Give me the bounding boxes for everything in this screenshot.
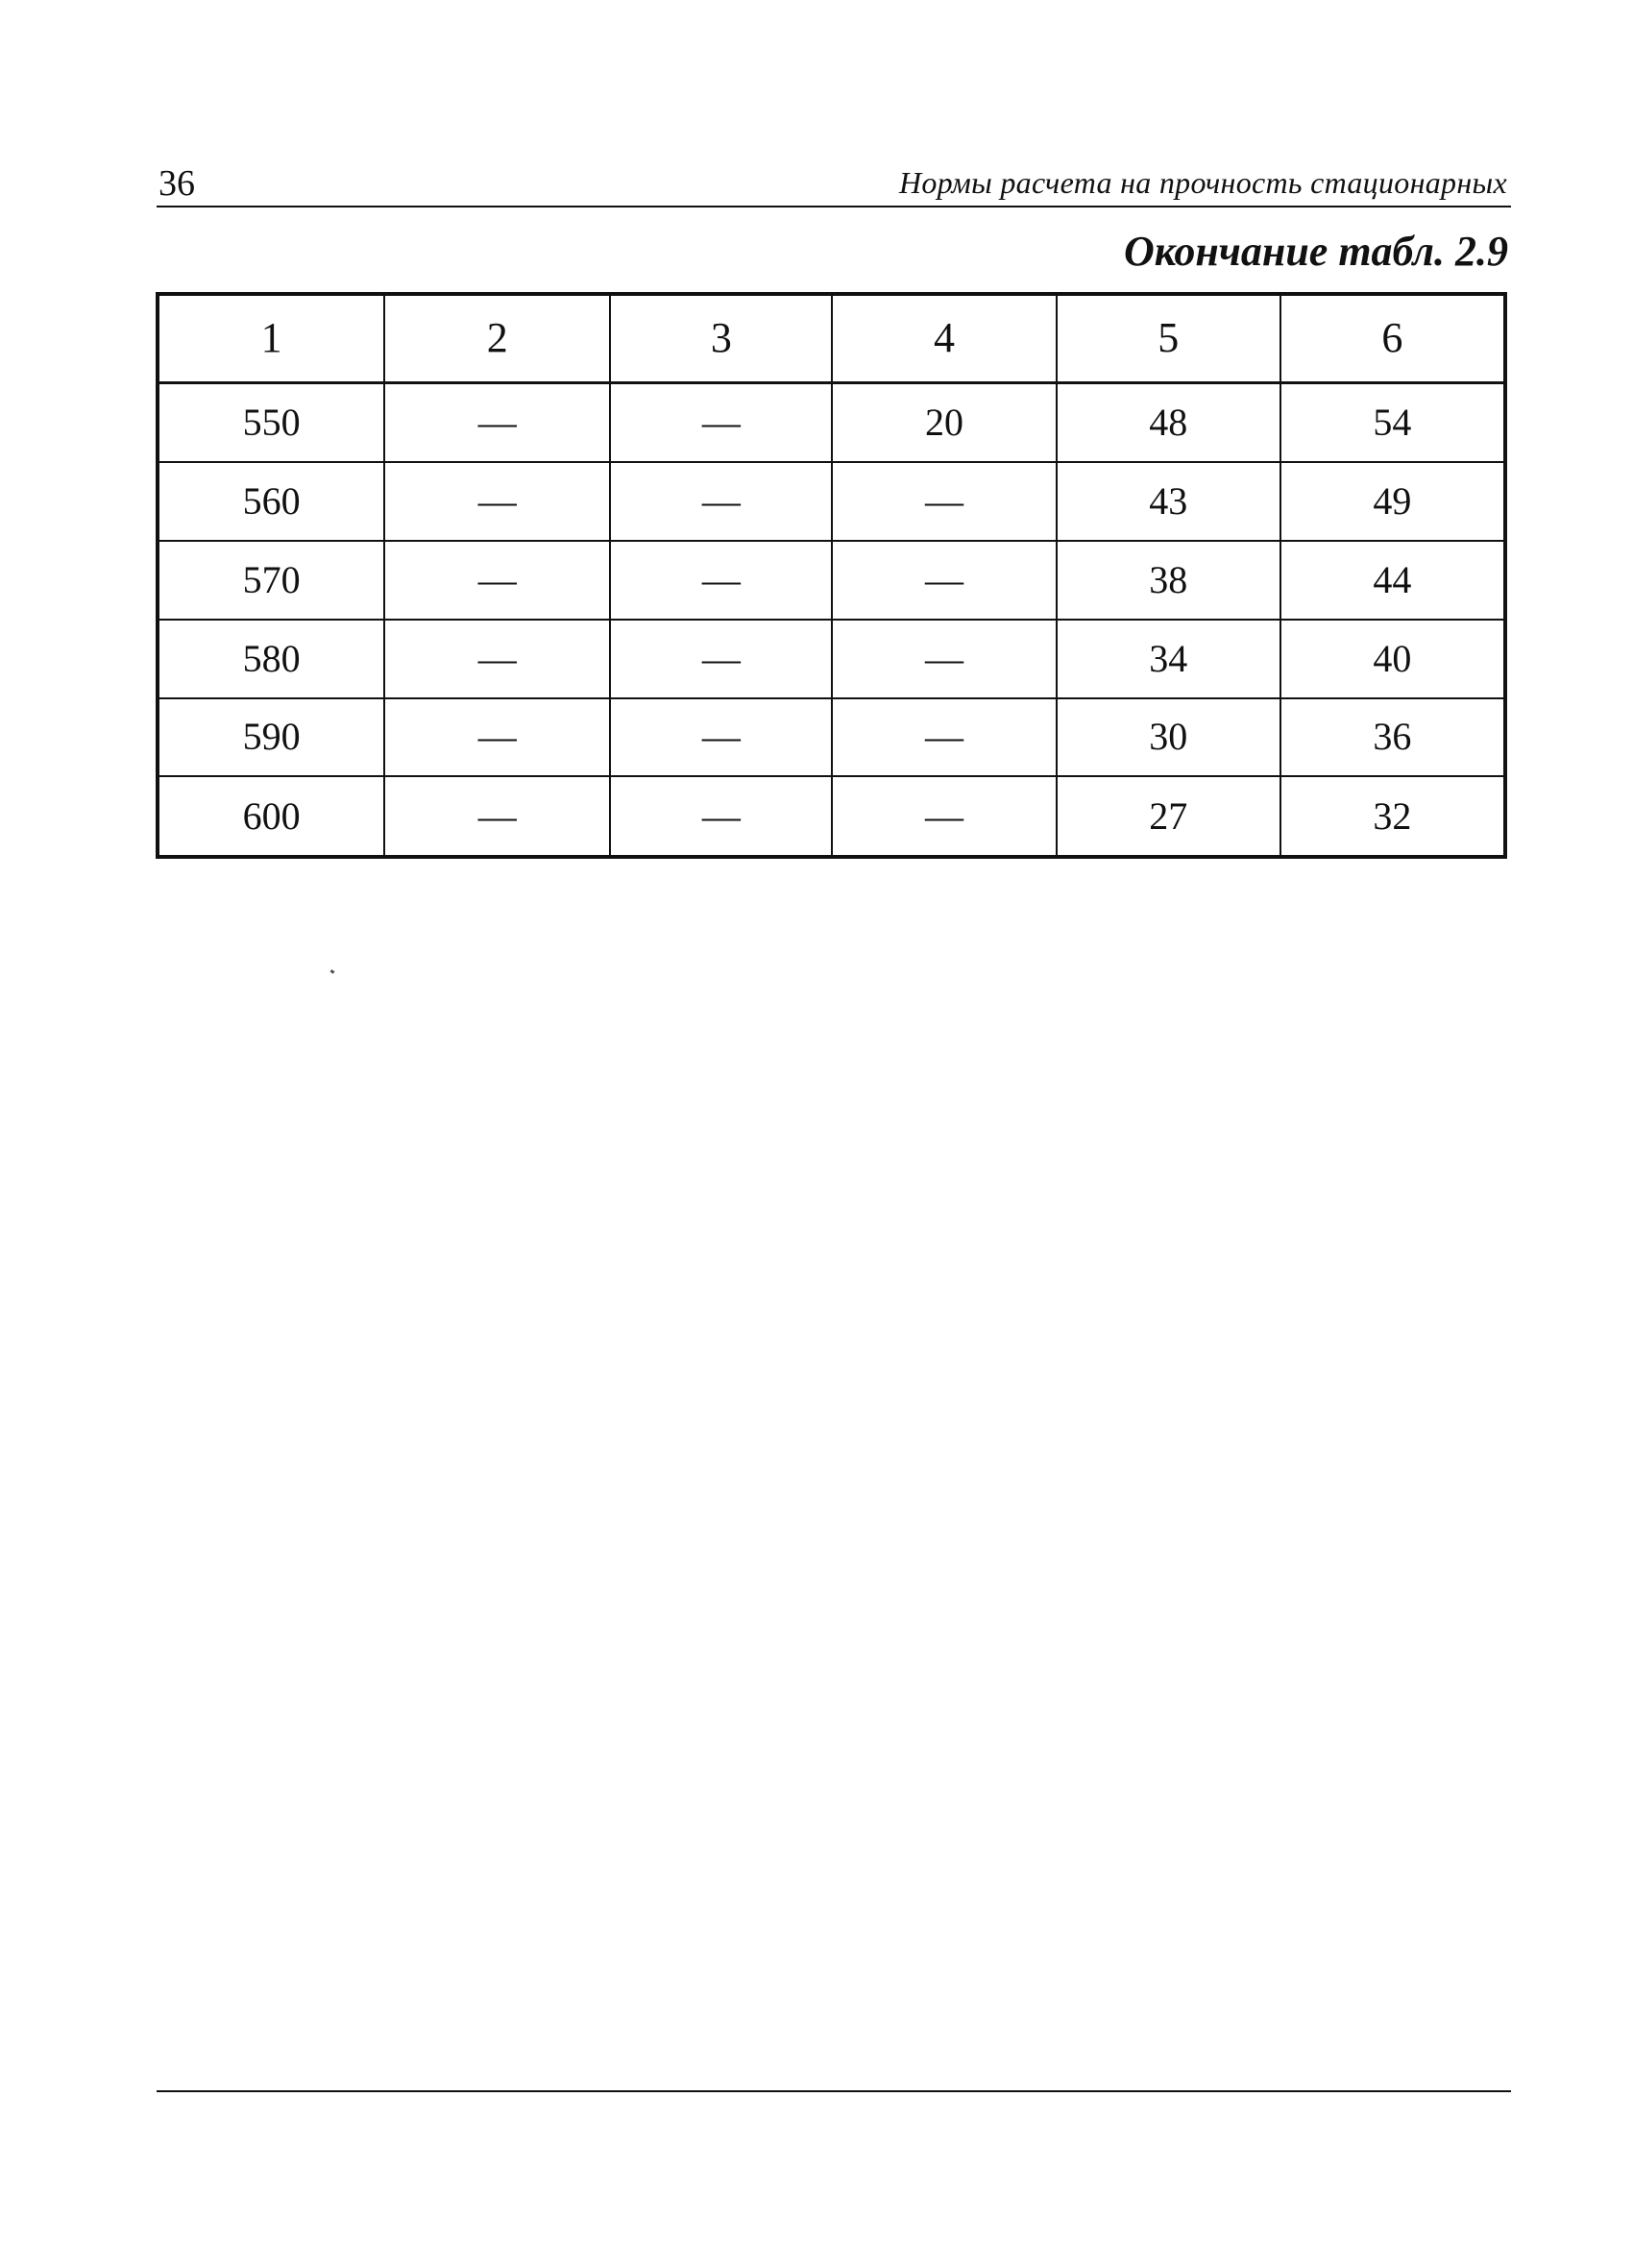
table-cell: 34 bbox=[1057, 620, 1280, 698]
table-cell: 49 bbox=[1280, 462, 1505, 541]
footer-rule bbox=[157, 2090, 1511, 2092]
table-cell: 30 bbox=[1057, 698, 1280, 777]
table-row bbox=[158, 382, 1505, 462]
table-cell: 560 bbox=[158, 462, 384, 541]
table-cell: — bbox=[610, 462, 832, 541]
running-title: Нормы расчета на прочность стационарных bbox=[898, 165, 1507, 200]
column-header: 3 bbox=[610, 294, 832, 382]
table-cell: 54 bbox=[1280, 382, 1505, 462]
table-cell: — bbox=[384, 541, 610, 620]
table-cell: — bbox=[610, 776, 832, 857]
table-cell: — bbox=[384, 698, 610, 777]
table-cell: — bbox=[832, 462, 1056, 541]
table-cell: — bbox=[610, 541, 832, 620]
table-row bbox=[158, 620, 1505, 698]
table-cell: — bbox=[384, 382, 610, 462]
column-header: 1 bbox=[158, 294, 384, 382]
table-cell: — bbox=[610, 382, 832, 462]
table-cell: 590 bbox=[158, 698, 384, 777]
table-cell: — bbox=[832, 541, 1056, 620]
column-header: 5 bbox=[1057, 294, 1280, 382]
column-header: 4 bbox=[832, 294, 1056, 382]
table-cell: 550 bbox=[158, 382, 384, 462]
table-cell: — bbox=[832, 776, 1056, 857]
table-cell: 40 bbox=[1280, 620, 1505, 698]
table-row bbox=[158, 698, 1505, 777]
table-row bbox=[158, 462, 1505, 541]
table-header-row bbox=[158, 294, 1505, 382]
table-cell: 20 bbox=[832, 382, 1056, 462]
data-table bbox=[156, 292, 1507, 859]
table-cell: 38 bbox=[1057, 541, 1280, 620]
table-cell: — bbox=[832, 698, 1056, 777]
table-row bbox=[158, 776, 1505, 857]
page-number: 36 bbox=[158, 163, 195, 204]
table-cell: 27 bbox=[1057, 776, 1280, 857]
table-cell: 32 bbox=[1280, 776, 1505, 857]
table-cell: 570 bbox=[158, 541, 384, 620]
table-cell: — bbox=[384, 462, 610, 541]
table-cell: — bbox=[610, 698, 832, 777]
table-cell: — bbox=[384, 776, 610, 857]
table-row bbox=[158, 541, 1505, 620]
table-cell: 600 bbox=[158, 776, 384, 857]
table-cell: — bbox=[384, 620, 610, 698]
column-header: 6 bbox=[1280, 294, 1505, 382]
table-cell: 36 bbox=[1280, 698, 1505, 777]
table-cell: 43 bbox=[1057, 462, 1280, 541]
table-cell: 580 bbox=[158, 620, 384, 698]
table-cell: 44 bbox=[1280, 541, 1505, 620]
table-cell: — bbox=[610, 620, 832, 698]
stray-ink-mark bbox=[330, 969, 335, 974]
table-cell: — bbox=[832, 620, 1056, 698]
page-header bbox=[157, 152, 1511, 207]
table-cell: 48 bbox=[1057, 382, 1280, 462]
table-caption: Окончание табл. 2.9 bbox=[1123, 228, 1508, 275]
column-header: 2 bbox=[384, 294, 610, 382]
